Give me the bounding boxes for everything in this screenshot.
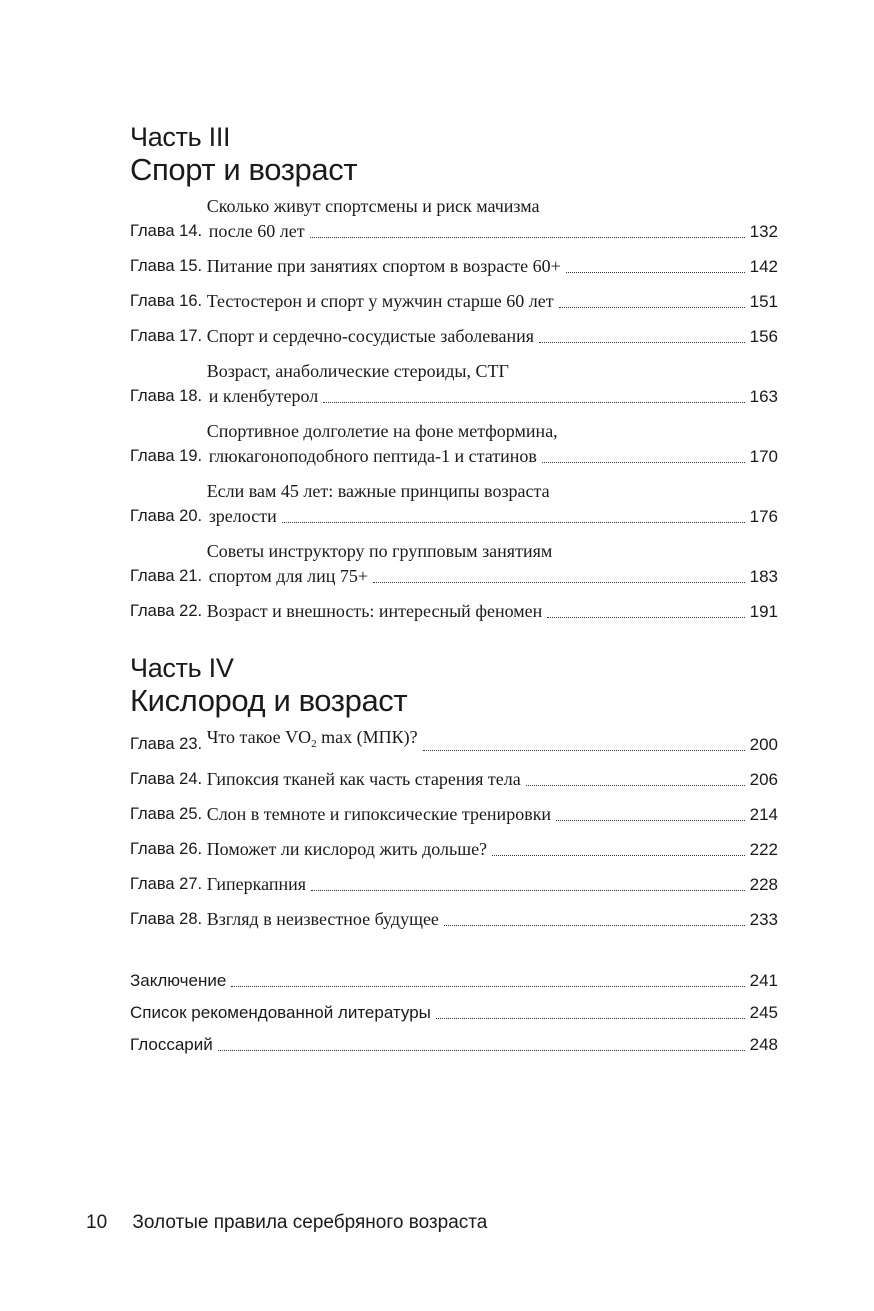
part-3-label: Часть III xyxy=(130,122,231,152)
chapter-title: Возраст и внешность: интересный феномен xyxy=(206,601,543,621)
toc-entry-18[interactable] xyxy=(130,359,778,409)
toc-entry-20[interactable] xyxy=(130,479,778,529)
chapter-title: Гипоксия тканей как часть старения тела xyxy=(206,769,521,789)
part-4 xyxy=(130,653,778,932)
appendix-list xyxy=(130,968,778,1057)
entry-label: Глоссарий xyxy=(130,1035,213,1054)
chapter-number: Глава 18. xyxy=(130,387,207,405)
page-number: 151 xyxy=(749,292,778,311)
chapter-number: Глава 27. xyxy=(130,875,207,893)
chapter-title: Возраст, анаболические стероиды, СТГ xyxy=(206,361,509,381)
chapter-number: Глава 23. xyxy=(130,735,207,753)
dot-leader xyxy=(556,820,745,821)
chapter-title-cont: спортом для лиц 75+ xyxy=(208,566,369,586)
chapter-title: Поможет ли кислород жить дольше? xyxy=(206,839,488,859)
part-3-chapters xyxy=(130,194,778,624)
chapter-title-cont: глюкагоноподобного пептида-1 и статинов xyxy=(208,446,537,466)
chapter-number: Глава 25. xyxy=(130,805,207,823)
dot-leader xyxy=(323,402,744,403)
chapter-number: Глава 24. xyxy=(130,770,207,788)
subscript: 2 xyxy=(311,738,317,750)
toc-entry-conclusion[interactable] xyxy=(130,968,778,993)
chapter-number: Глава 19. xyxy=(130,447,207,465)
chapter-title: Сколько живут спортсмены и риск мачизма xyxy=(206,196,540,216)
chapter-number: Глава 17. xyxy=(130,327,207,345)
dot-leader xyxy=(566,272,745,273)
chapter-title: Питание при занятиях спортом в возрасте 60+ xyxy=(206,256,561,276)
chapter-title: Спортивное долголетие на фоне метформина, xyxy=(206,421,558,441)
toc-entry-26[interactable] xyxy=(130,837,778,862)
chapter-title: Если вам 45 лет: важные принципы возраста xyxy=(206,481,550,501)
page-number: 222 xyxy=(749,840,778,859)
page-number: 228 xyxy=(749,875,778,894)
page-number: 142 xyxy=(749,257,778,276)
part-4-label: Часть IV xyxy=(130,653,234,683)
toc-entry-28[interactable] xyxy=(130,907,778,932)
part-4-chapters xyxy=(130,725,778,932)
toc-entry-glossary[interactable] xyxy=(130,1032,778,1057)
dot-leader xyxy=(542,462,745,463)
page-number: 191 xyxy=(749,602,778,621)
toc-entry-15[interactable] xyxy=(130,254,778,279)
chapter-title-cont: зрелости xyxy=(208,506,277,526)
chapter-title-part: max (МПК)? xyxy=(316,727,418,747)
part-3 xyxy=(130,122,778,624)
footer-page-number: 10 xyxy=(86,1212,108,1233)
chapter-title-cont: и кленбутерол xyxy=(208,386,319,406)
dot-leader xyxy=(282,522,745,523)
chapter-title xyxy=(207,725,418,757)
chapter-title: Тестостерон и спорт у мужчин старше 60 лет xyxy=(206,291,554,311)
chapter-title-part: Что такое VO xyxy=(206,727,312,747)
part-4-title: Кислород и возраст xyxy=(130,683,408,718)
chapter-number: Глава 15. xyxy=(130,257,207,275)
chapter-title: Слон в темноте и гипоксические тренировки xyxy=(206,804,552,824)
chapter-title-cont: после 60 лет xyxy=(208,221,305,241)
chapter-number: Глава 22. xyxy=(130,602,207,620)
dot-leader xyxy=(559,307,745,308)
dot-leader xyxy=(444,925,745,926)
page-number: 248 xyxy=(749,1035,778,1054)
toc-entry-24[interactable] xyxy=(130,767,778,792)
chapter-title: Гиперкапния xyxy=(206,874,307,894)
page-number: 170 xyxy=(749,447,778,466)
page-number: 132 xyxy=(749,222,778,241)
page-number: 245 xyxy=(749,1003,778,1022)
dot-leader xyxy=(373,582,745,583)
page-number: 163 xyxy=(749,387,778,406)
toc-entry-21[interactable] xyxy=(130,539,778,589)
dot-leader xyxy=(423,750,745,751)
dot-leader xyxy=(311,890,745,891)
chapter-number: Глава 28. xyxy=(130,910,207,928)
page-number: 156 xyxy=(749,327,778,346)
page-number: 233 xyxy=(749,910,778,929)
chapter-number: Глава 20. xyxy=(130,507,207,525)
chapter-title: Спорт и сердечно-сосудистые заболевания xyxy=(206,326,535,346)
page-footer xyxy=(86,1212,487,1234)
page-number: 183 xyxy=(749,567,778,586)
dot-leader xyxy=(436,1018,745,1019)
chapter-title: Взгляд в неизвестное будущее xyxy=(206,909,439,929)
toc-entry-16[interactable] xyxy=(130,289,778,314)
dot-leader xyxy=(218,1050,745,1051)
toc-entry-27[interactable] xyxy=(130,872,778,897)
chapter-number: Глава 16. xyxy=(130,292,207,310)
page-number: 214 xyxy=(749,805,778,824)
toc-entry-bibliography[interactable] xyxy=(130,1000,778,1025)
toc-entry-22[interactable] xyxy=(130,599,778,624)
chapter-number: Глава 26. xyxy=(130,840,207,858)
entry-label: Заключение xyxy=(130,971,227,990)
page-number: 241 xyxy=(749,971,778,990)
footer-book-title: Золотые правила серебряного возраста xyxy=(132,1212,488,1233)
dot-leader xyxy=(231,986,744,987)
chapter-number: Глава 21. xyxy=(130,567,207,585)
page-number: 206 xyxy=(749,770,778,789)
page-number: 200 xyxy=(749,735,778,754)
toc-entry-23[interactable] xyxy=(130,725,778,757)
chapter-title: Советы инструктору по групповым занятиям xyxy=(206,541,553,561)
dot-leader xyxy=(492,855,745,856)
part-3-title: Спорт и возраст xyxy=(130,152,358,187)
toc-entry-19[interactable] xyxy=(130,419,778,469)
toc-entry-17[interactable] xyxy=(130,324,778,349)
dot-leader xyxy=(547,617,744,618)
chapter-number: Глава 14. xyxy=(130,222,207,240)
dot-leader xyxy=(539,342,745,343)
entry-label: Список рекомендованной литературы xyxy=(130,1003,431,1022)
dot-leader xyxy=(310,237,745,238)
page-number: 176 xyxy=(749,507,778,526)
toc-entry-14[interactable] xyxy=(130,194,778,244)
dot-leader xyxy=(526,785,745,786)
toc-entry-25[interactable] xyxy=(130,802,778,827)
